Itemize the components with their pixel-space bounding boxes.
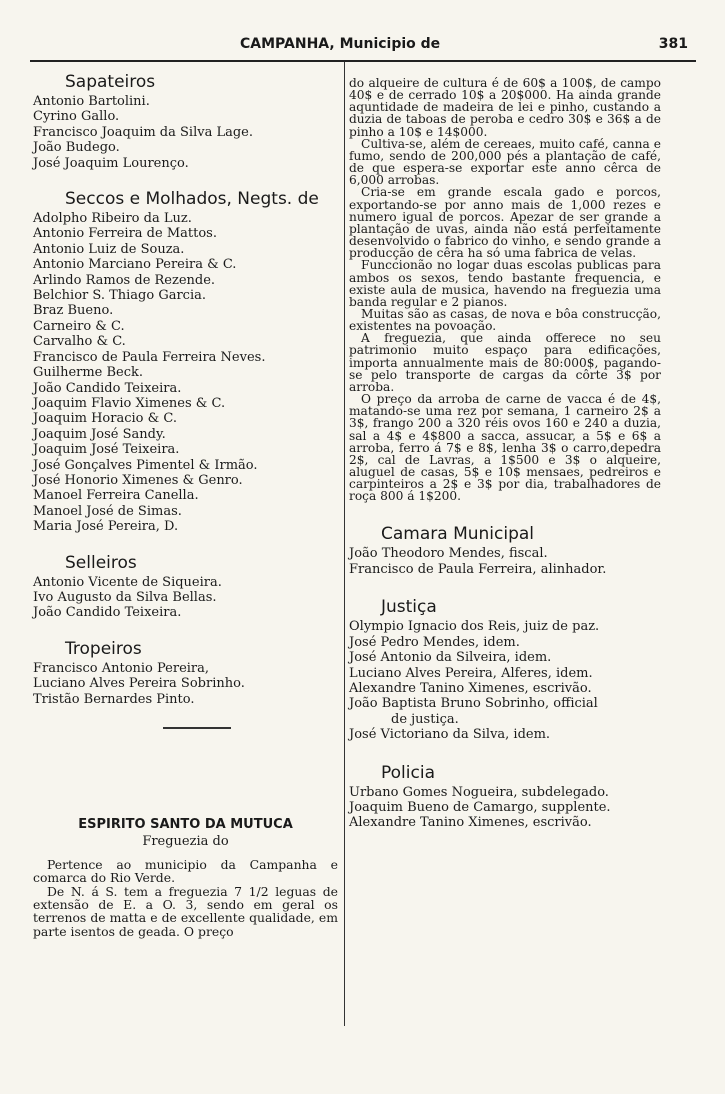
left-column: [33, 72, 338, 938]
list-item: Francisco de Paula Ferreira, alinhador.: [349, 561, 607, 577]
list-item: José Honorio Ximenes & Genro.: [33, 472, 243, 488]
list-item: Antonio Luiz de Souza.: [33, 241, 185, 257]
running-head: CAMPANHA, Municipio de: [240, 36, 441, 52]
list-item: João Baptista Bruno Sobrinho, official: [349, 696, 598, 712]
list-item: José Antonio da Silveira, idem.: [349, 650, 552, 666]
list-item: Joaquim Bueno de Camargo, supplente.: [349, 799, 611, 815]
section-heading-selleiros: Selleiros: [65, 552, 137, 573]
list-item: José Victoriano da Silva, idem.: [349, 727, 551, 743]
section-heading-tropeiros: Tropeiros: [65, 638, 142, 659]
list-item: Antonio Vicente de Siqueira.: [33, 574, 222, 590]
list-item: Joaquim José Teixeira.: [33, 442, 180, 458]
paragraph: A freguezia, que ainda offerece no seu patrimonio muito espaço para edificações, importa annualmente mais de 80:000$, pagando-se pelo transporte de cargas da côrte 3$ por arroba.: [349, 331, 661, 394]
page-number: 381: [658, 36, 688, 52]
list-item: Alexandre Tanino Ximenes, escrivão.: [349, 680, 592, 696]
list-item: Joaquim José Sandy.: [33, 426, 166, 442]
section-heading-policia: Policia: [381, 762, 435, 783]
list-item: João Candido Teixeira.: [33, 380, 182, 396]
paragraph: De N. á S. tem a freguezia 7 1/2 leguas de extensão de E. a O. 3, sendo em geral os terrenos de matta e de excellente qualidade, em parte isentos de geada. O preço: [33, 883, 338, 939]
list-item: Urbano Gomes Nogueira, subdelegado.: [349, 784, 609, 800]
list-item: Joaquim Horacio & C.: [33, 411, 177, 427]
list-item: Carvalho & C.: [33, 334, 126, 350]
paragraph: Pertence ao municipio da Campanha e comarca do Rio Verde.: [33, 856, 338, 886]
list-item: Alexandre Tanino Ximenes, escrivão.: [349, 815, 592, 831]
section-divider: [163, 727, 231, 729]
list-item: José Joaquim Lourenço.: [33, 155, 189, 171]
section-heading-seccos: Seccos e Molhados, Negts. de: [65, 189, 319, 210]
list-item: Tristão Bernardes Pinto.: [33, 691, 195, 707]
list-item: Cyrino Gallo.: [33, 109, 120, 125]
list-item: de justiça.: [391, 711, 459, 727]
list-item: Olympio Ignacio dos Reis, juiz de paz.: [349, 619, 600, 635]
paragraph: Cultiva-se, além de cereaes, muito café, canna e fumo, sendo de 200,000 pés a plantação de café, de que espera-se exportar este anno cêrca de 6,000 arrobas.: [349, 136, 661, 188]
section-heading-camara: Camara Municipal: [381, 524, 535, 545]
list-item: Antonio Ferreira de Mattos.: [33, 226, 217, 242]
place-heading: ESPIRITO SANTO DA MUTUCA: [78, 817, 293, 832]
list-item: Guilherme Beck.: [33, 365, 144, 381]
list-item: Adolpho Ribeiro da Luz.: [33, 211, 192, 227]
list-item: João Candido Teixeira.: [33, 605, 182, 621]
paragraph: do alqueire de cultura é de 60$ a 100$, de campo 40$ e de cerrado 10$ a 20$000. Ha ainda grande aquntidade de madeira de lei e pinho, custando a duzia de taboas de peroba e cedro 30$ e 36$ a de pinho a 10$ e 14$000.: [349, 76, 661, 139]
list-item: João Budego.: [33, 140, 120, 156]
list-item: Maria José Pereira, D.: [33, 519, 179, 535]
section-heading-justica: Justiça: [381, 597, 437, 618]
list-item: Francisco Joaquim da Silva Lage.: [33, 124, 253, 140]
list-item: Manoel Ferreira Canella.: [33, 488, 199, 504]
list-item: Antonio Marciano Pereira & C.: [33, 257, 237, 273]
list-item: Antonio Bartolini.: [33, 94, 150, 109]
column-rule: [344, 62, 345, 1026]
list-item: Joaquim Flavio Ximenes & C.: [33, 395, 226, 411]
list-item: Arlindo Ramos de Rezende.: [33, 272, 216, 288]
page-header: [30, 34, 696, 62]
list-item: Braz Bueno.: [33, 303, 114, 319]
paragraph: O preço da arroba de carne de vacca é de 4$, matando-se uma rez por semana, 1 carneiro 2$ a 3$, frango 200 a 320 réis ovos 160 e 240 a duzia, sal a 4$ e 4$800 a sacca, assucar, a 5$ e 6$ a arroba, ferro á 7$ e 8$, lenha 3$ o carro,depedra 2$, cal de Lavras, a 1$500 e 3$ o alqueire, aluguel de casas, 5$ e 10$ mensaes, pedreiros e carpinteiros a 2$ e 3$ por dia, trabalhadores de roça 800 á 1$200.: [349, 392, 661, 504]
paragraph: Cria-se em grande escala gado e porcos, exportando-se por anno mais de 1,000 rezes e numero igual de porcos. Apezar de ser grande a plantação de uvas, ainda não está perfeitamente desenvolvido o fabrico do vinho, e sendo grande a producção de cêra ha só uma fabrica de velas.: [349, 185, 661, 261]
list-item: Luciano Alves Pereira, Alferes, idem.: [349, 665, 593, 681]
paragraph: Funccionão no logar duas escolas publicas para ambos os sexos, tendo bastante frequencia, e existe aula de musica, havendo na freguezia uma banda regular e 2 pianos.: [349, 258, 661, 309]
list-item: Francisco de Paula Ferreira Neves.: [33, 349, 266, 365]
list-item: Luciano Alves Pereira Sobrinho.: [33, 676, 245, 692]
parish-subheading: Freguezia do: [142, 834, 229, 850]
list-item: Carneiro & C.: [33, 318, 125, 334]
list-item: João Theodoro Mendes, fiscal.: [349, 546, 548, 562]
list-item: Manoel José de Simas.: [33, 503, 182, 519]
list-item: Francisco Antonio Pereira,: [33, 660, 210, 676]
list-item: José Pedro Mendes, idem.: [349, 634, 520, 650]
right-column: [349, 77, 661, 831]
list-item: Ivo Augusto da Silva Bellas.: [33, 589, 217, 605]
list-item: Belchior S. Thiago Garcia.: [33, 288, 206, 304]
paragraph: Muitas são as casas, de nova e bôa construcção, existentes na povoação.: [349, 306, 661, 334]
section-heading-sapateiros: Sapateiros: [65, 72, 156, 92]
list-item: José Gonçalves Pimentel & Irmão.: [33, 457, 258, 473]
